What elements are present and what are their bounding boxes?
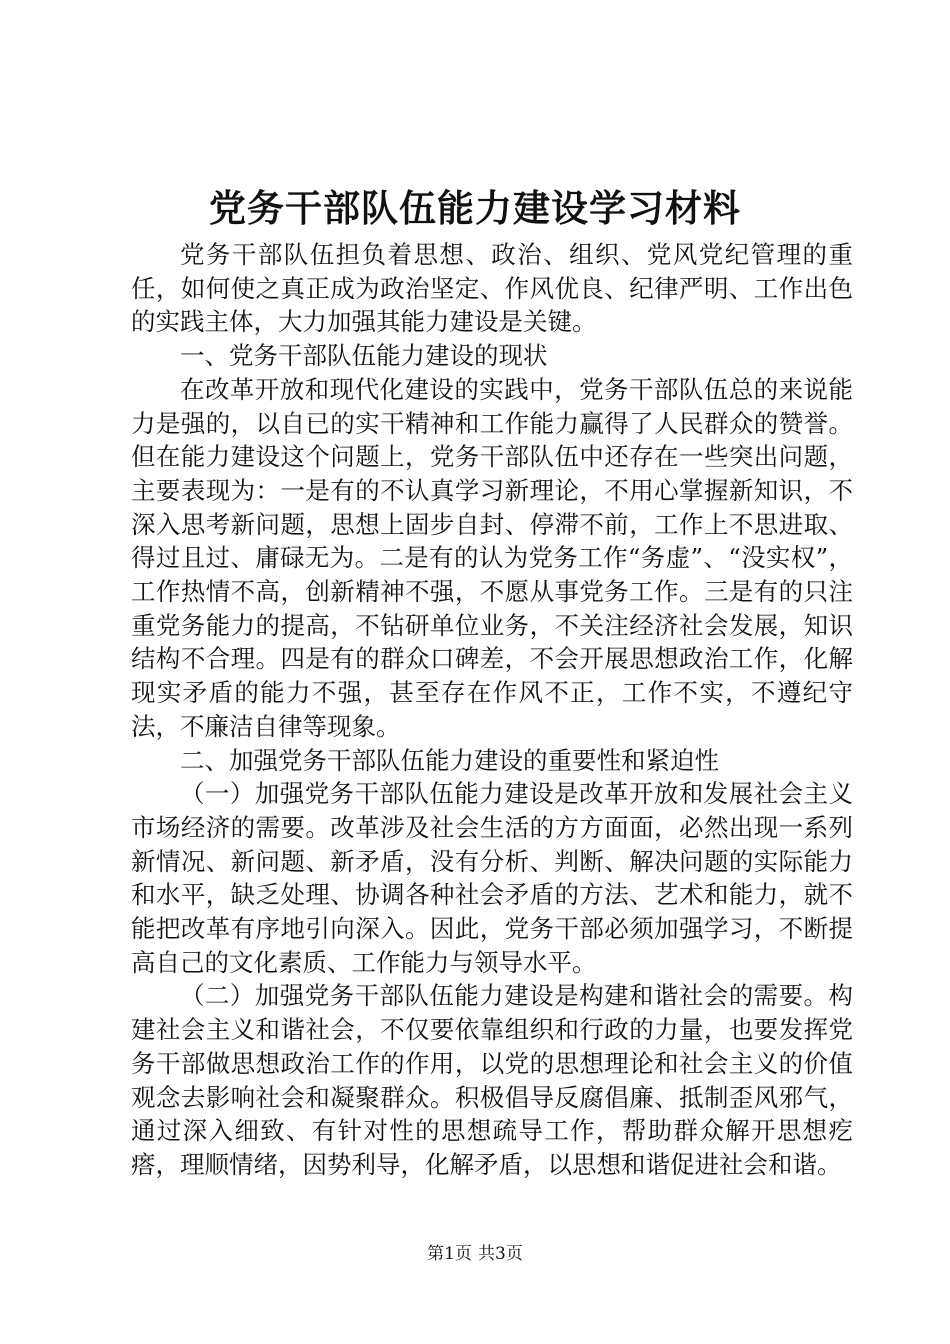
body-paragraph: 在改革开放和现代化建设的实践中，党务干部队伍总的来说能力是强的，以自已的实干精神和工作能力赢得了人民群众的赞誉。但在能力建设这个问题上，党务干部队伍中还存在一些突出问题，主要表现为：一是有的不认真学习新理论，不用心掌握新知识，不深入思考新问题，思想上固步自封、停滞不前，工作上不思进取、得过且过、庸碌无为。二是有的认为党务工作“务虚”、“没实权”，工作热情不高，创新精神不强，不愿从事党务工作。三是有的只注重党务能力的提高，不钻研单位业务，不关注经济社会发展，知识结构不合理。四是有的群众口碑差，不会开展思想政治工作，化解现实矛盾的能力不强，甚至存在作风不正，工作不实，不遵纪守法，不廉洁自律等现象。 — [131, 374, 853, 741]
page-total: 共3页 — [478, 1244, 523, 1264]
document-title: 党务干部队伍能力建设学习材料 — [209, 187, 741, 230]
page-footer — [0, 1243, 950, 1265]
page-number: 第1页 — [427, 1244, 472, 1264]
body-paragraph: （二）加强党务干部队伍能力建设是构建和谐社会的需要。构建社会主义和谐社会，不仅要依靠组织和行政的力量，也要发挥党务干部做思想政治工作的作用，以党的思想理论和社会主义的价值观念去影响社会和凝聚群众。积极倡导反腐倡廉、抵制歪风邪气，通过深入细致、有针对性的思想疏导工作，帮助群众解开思想疙瘩，理顺情绪，因势利导，化解矛盾，以思想和谐促进社会和谐。 — [131, 981, 853, 1179]
section-heading-2: 二、加强党务干部队伍能力建设的重要性和紧迫性 — [180, 745, 719, 775]
section-heading-1: 一、党务干部队伍能力建设的现状 — [180, 341, 548, 371]
body-paragraph: （一）加强党务干部队伍能力建设是改革开放和发展社会主义市场经济的需要。改革涉及社会生活的方方面面，必然出现一系列新情况、新问题、新矛盾，没有分析、判断、解决问题的实际能力和水平，缺乏处理、协调各种社会矛盾的方法、艺术和能力，就不能把改革有序地引向深入。因此，党务干部必须加强学习，不断提高自己的文化素质、工作能力与领导水平。 — [131, 779, 853, 977]
document-body — [131, 238, 853, 1182]
intro-paragraph: 党务干部队伍担负着思想、政治、组织、党风党纪管理的重任，如何使之真正成为政治坚定、作风优良、纪律严明、工作出色的实践主体，大力加强其能力建设是关键。 — [131, 240, 853, 337]
